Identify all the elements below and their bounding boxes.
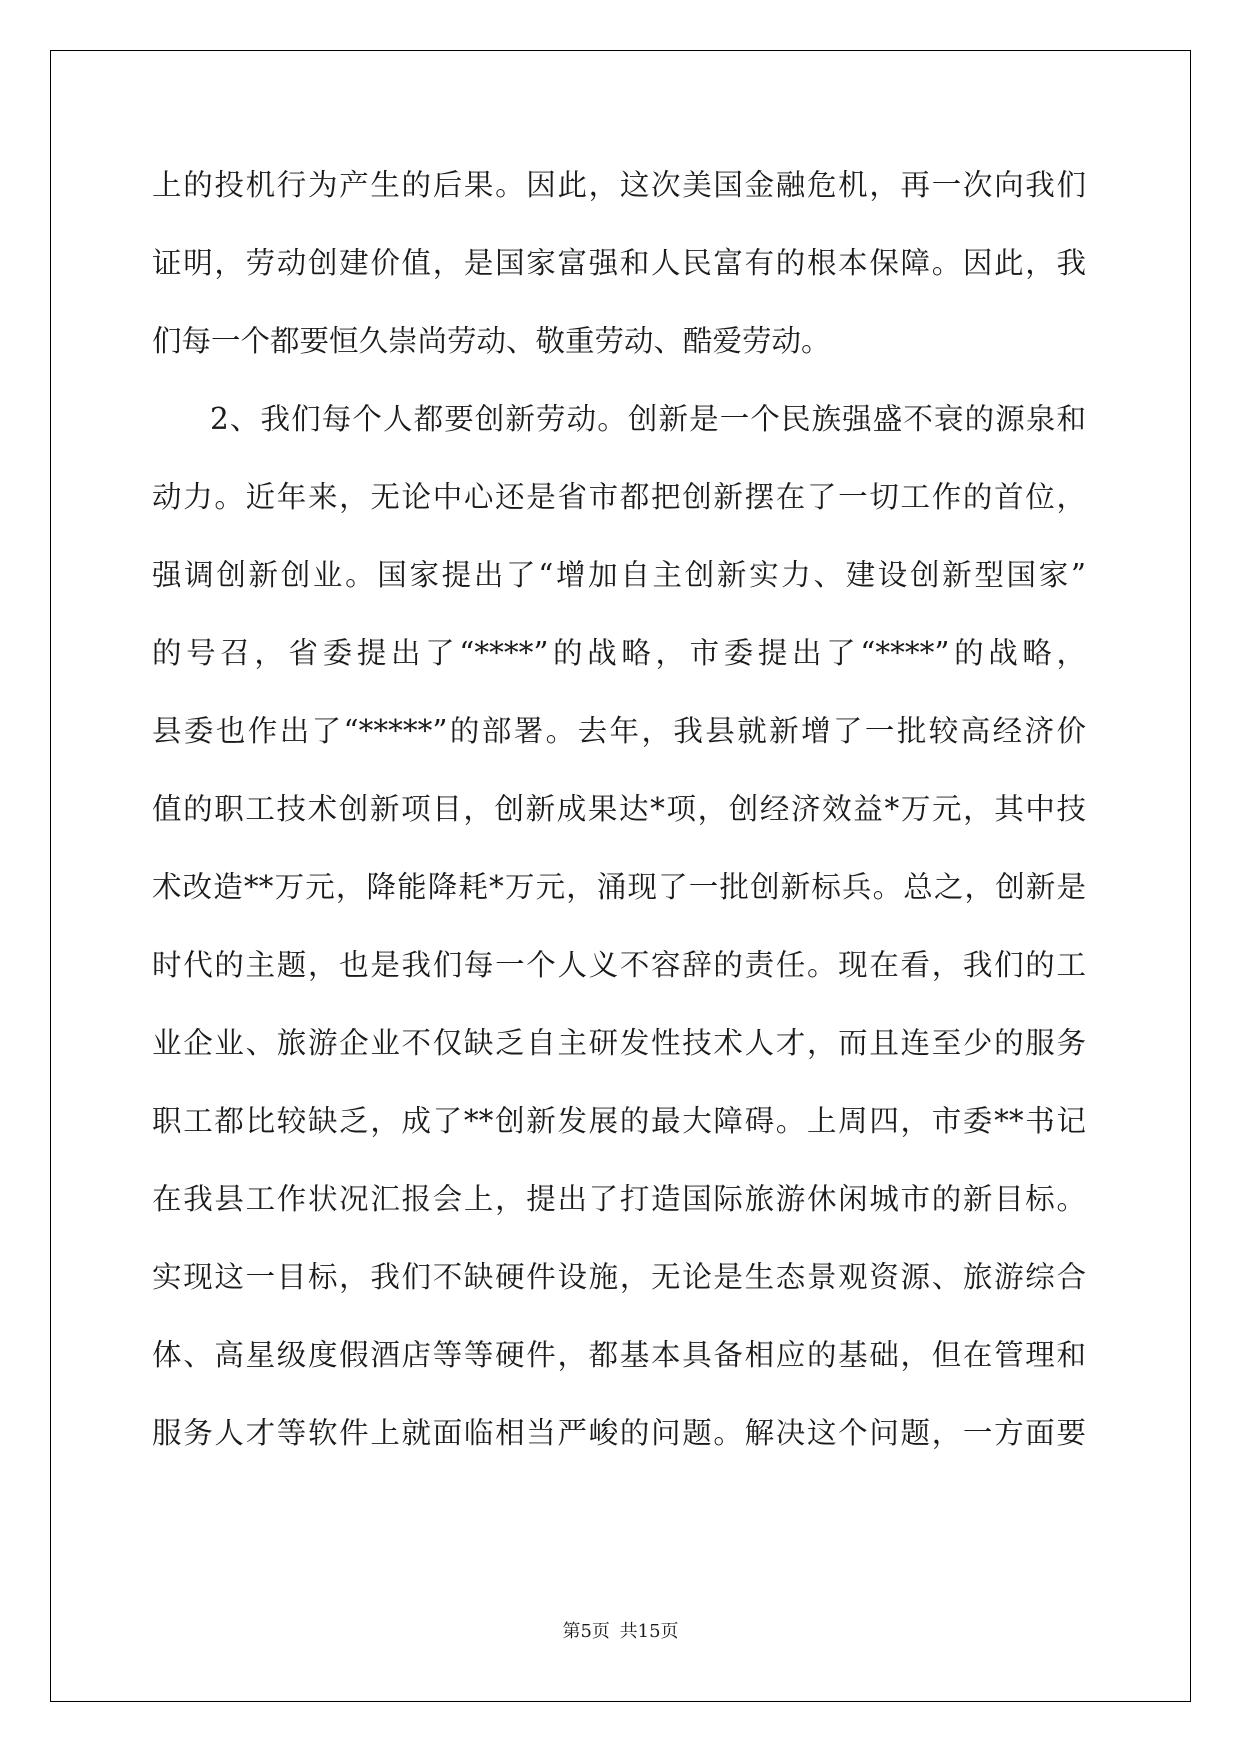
text-line: 术改造**万元，降能降耗*万元，涌现了一批创新标兵。总之，创新是 [152, 870, 1086, 904]
text-line: 值的职工技术创新项目，创新成果达*项，创经济效益*万元，其中技 [152, 792, 1086, 826]
text-line: 的号召，省委提出了“****”的战略，市委提出了“****”的战略， [152, 636, 1086, 670]
text-line: 在我县工作状况汇报会上，提出了打造国际旅游休闲城市的新目标。 [152, 1182, 1086, 1216]
text-line: 实现这一目标，我们不缺硬件设施，无论是生态景观资源、旅游综合 [152, 1260, 1086, 1294]
text-line: 动力。近年来，无论中心还是省市都把创新摆在了一切工作的首位， [152, 480, 1086, 514]
text-line: 证明，劳动创建价值，是国家富强和人民富有的根本保障。因此，我 [152, 246, 1086, 280]
text-line: 体、高星级度假酒店等等硬件，都基本具备相应的基础，但在管理和 [152, 1338, 1086, 1372]
text-line: 县委也作出了“*****”的部署。去年，我县就新增了一批较高经济价 [152, 714, 1086, 748]
text-line: 服务人才等软件上就面临相当严峻的问题。解决这个问题，一方面要 [152, 1416, 1086, 1450]
page-footer [0, 1617, 1241, 1643]
text-line: 强调创新创业。国家提出了“增加自主创新实力、建设创新型国家” [152, 558, 1086, 592]
page-number: 第5页 [562, 1621, 610, 1642]
document-body [152, 160, 1086, 1486]
text-line: 职工都比较缺乏，成了**创新发展的最大障碍。上周四，市委**书记 [152, 1104, 1086, 1138]
total-pages: 共15页 [619, 1621, 679, 1642]
text-line: 上的投机行为产生的后果。因此，这次美国金融危机，再一次向我们 [152, 168, 1086, 202]
text-line: 时代的主题，也是我们每一个人义不容辞的责任。现在看，我们的工 [152, 948, 1086, 982]
text-line: 们每一个都要恒久崇尚劳动、敬重劳动、酷爱劳动。 [152, 324, 831, 358]
text-line: 2、我们每个人都要创新劳动。创新是一个民族强盛不衰的源泉和 [210, 402, 1086, 436]
text-line: 业企业、旅游企业不仅缺乏自主研发性技术人才，而且连至少的服务 [152, 1026, 1086, 1060]
